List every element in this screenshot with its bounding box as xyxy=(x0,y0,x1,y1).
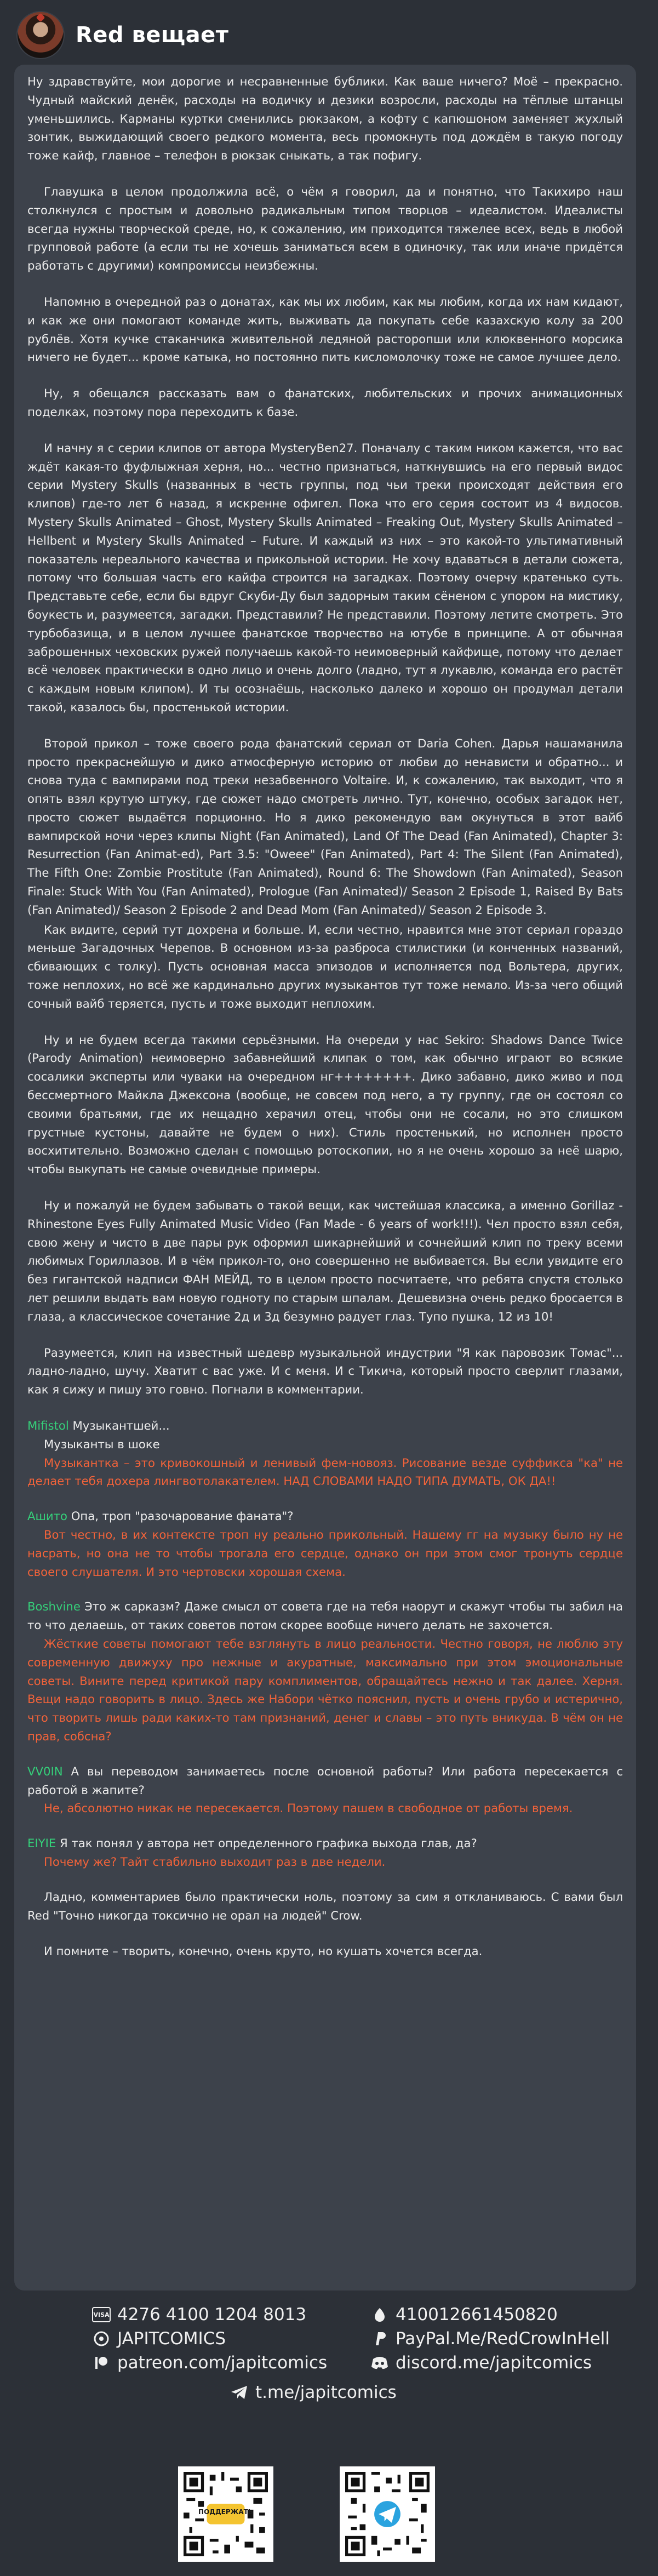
comment-author: VV0IN xyxy=(27,1764,63,1778)
paypal-row[interactable] xyxy=(370,2329,610,2349)
japit-label: JAPITCOMICS xyxy=(117,2329,226,2349)
comment-block xyxy=(27,1416,623,1490)
post-paragraph: И начну я с серии клипов от автора MysteryBen27. Поначалу с таким ником кажется, что вас ждёт какая-то фуфлыжная херня, но... честно признаться, наткнувшись на его первый видос серии Mystery Skulls (названных в честь группы, под чьи треки происходят действия его клипов) где-то лет 6 назад, я искренне офигел. Пока что его серия состоит из 4 видосов. Mystery Skulls Animated – Ghost, Mystery Skulls Animated – Freaking Out, Mystery Skulls Animated – Hellbent и Mystery Skulls Animated – Future. И каждый из них – это какой-то ультимативный показатель нереального качества и прикольной истории. Не хочу вдаваться в детали сюжета, потому что большая часть его кайфа строится на загадках. Поэтому очерчу кратенько суть. Представьте себе, если бы вдруг Скуби-Ду был задорным таким сёненом с упором на мистику, боукесть и, разумеется, загадки. Представили? Не представили. Поэтому летите смотреть. Это турбобазища, и в целом лучшее фанатское творчество на ютубе в принципе. А от обычная заброшенных чеховских ружей получаешь какой-то неимоверный кайфище, потому что делает всё человек практически в одно лицо и очень долго (ладно, тут я лукавлю, команда его растёт с каждым новым клипом). И ты осознаёшь, насколько далеко и хорошо он продумал детали такой, казалось бы, простенькой истории. xyxy=(27,441,623,714)
visa-icon: VISA xyxy=(92,2305,111,2324)
qiwi-row xyxy=(370,2305,558,2324)
comment-subtext: Музыканты в шоке xyxy=(44,1437,160,1451)
post-card xyxy=(14,65,636,2291)
comment-reply: Почему же? Тайт стабильно выходит раз в две недели. xyxy=(44,1854,386,1869)
comment-reply: Музыкантка – это кривокошный и ленивый фем-новояз. Рисование везде суффикса "ка" не делает тебя дохера лингвотолакателем. НАД СЛОВАМИ НАДО ТИПА ДУМАТЬ, ОК ДА!! xyxy=(27,1455,623,1488)
comment-block xyxy=(27,1834,623,1871)
channel-title: Red вещает xyxy=(76,22,229,48)
comment-block xyxy=(27,1597,623,1745)
post-paragraph: Ну и пожалуй не будем забывать о такой вещи, как чистейшая классика, а именно Gorillaz - Rhinestone Eyes Fully Animated Music Video (Fan Made - 6 years of work!!!). Чел просто взял себя, свою жену и чисто в две пары рук оформил шикарнейший и сочнейший клип по треку всеми любимых Гориллазов. И в чём прикол-то, оно совершенно не выбивается. Вы если увидите его без гигантской надписи ФАН МЕЙД, то в целом просто посчитаете, что ребята спустя столько лет решили выдать вам новую годноту по старым шпалам. Дешевизна очень редко бросается в глаза, а классическое сочетание 2д и 3д безумно радует глаз. Тупо пушка, 12 из 10! xyxy=(27,1198,623,1323)
outro-line: Ладно, комментариев было практически ноль, поэтому за сим я откланиваюсь. С вами был Red "Точно никогда токсично не орал на людей" Crow. xyxy=(27,1889,623,1922)
comment-text: Опа, троп "разочарование фаната"? xyxy=(71,1509,294,1523)
footer xyxy=(0,2301,658,2575)
card-number: 4276 4100 1204 8013 xyxy=(117,2305,307,2324)
telegram-row[interactable] xyxy=(230,2383,397,2402)
wallet-icon xyxy=(370,2305,389,2324)
comment-author: Mifistol xyxy=(27,1419,69,1432)
post-paragraph: Как видите, серий тут дохрена и больше. И, если честно, нравится мне этот сериал гораздо меньше Загадочных Черепов. В основном из-за разброса стилистики (и конченных названий, сбивающих с толку). Пусть основная масса эпизодов и исполняется под Вольтера, других, тоже неплохих, но всё же кардинально других музыкантов тут тоже немало. Из-за чего общий сочный вайб теряется, пусть и тоже выходит неплохим. xyxy=(27,922,623,1010)
paypal-link[interactable]: PayPal.Me/RedCrowInHell xyxy=(396,2329,610,2349)
donate-qr-code[interactable] xyxy=(178,2466,273,2562)
post-paragraph: Напомню в очередной раз о донатах, как мы их любим, как мы любим, когда их нам кидают, и как же они помогают команде жить, выживать да покупать себе казахскую колу за 200 рублёв. Хотя кучке стаканчика живительной ледяной расторопши или клюквенного морсика ничего не будет... кроме катыка, но постоянно пить кисломолочку тоже не самое лучшее дело. xyxy=(27,294,623,364)
post-paragraph: Ну и не будем всегда такими серьёзными. На очереди у нас Sekiro: Shadows Dance Twice (Parody Animation) неимоверно забавнейший клипак о том, как обычно играют во всякие сосалики эксперты или чуваки на очередном нг++++++++. Дико забавно, дико живо и под бессмертного Майкла Джексона (вообще, не совсем под него, а ту группу, где он состоял со своими братьями, где их нещадно херачил отец, чтобы они не сосали, но это слишком грустные кустоны, давайте не будем о них). Стиль простенький, но исполнен просто восхитительно. Возможно сделан с помощью ротоскопии, но я не очень хорошо за неё шарю, чтобы выкупать не самые очевидные примеры. xyxy=(27,1032,623,1176)
wallet-number: 410012661450820 xyxy=(396,2305,558,2324)
comment-reply: Не, абсолютно никак не пересекается. Поэтому пашем в свободное от работы время. xyxy=(44,1801,573,1815)
telegram-icon xyxy=(230,2383,249,2402)
discord-icon xyxy=(370,2354,389,2372)
comment-text: Это ж сарказм? Даже смысл от совета где на тебя наорут и скажут чтобы ты забил на то что делаешь, от таких советов потом скорее вообще ничего делать не захочется. xyxy=(27,1600,623,1632)
comment-block xyxy=(27,1507,623,1581)
comment-reply: Жёсткие советы помогают тебе взглянуть в лицо реальности. Честно говоря, не люблю эту современную движуху про нежные и акуратные, максимально при этом эмоциональные советы. Вините перед критикой пару комплиментов, обращайтесь нежно и так далее. Херня. Вещи надо говорить в лицо. Здесь же Набори чётко пояснил, пусть и очень грубо и истерично, что творить лишь ради каких-то там признаний, денег и славы – это путь вникуда. В чём он не прав, собсна? xyxy=(27,1636,623,1743)
paypal-icon xyxy=(370,2329,389,2348)
japit-icon xyxy=(92,2329,111,2348)
patreon-icon xyxy=(92,2354,111,2372)
comment-author: Boshvine xyxy=(27,1600,81,1614)
comment-author: Ашито xyxy=(27,1509,67,1523)
post-paragraph: Ну, я обещался рассказать вам о фанатских, любительских и прочих анимационных поделках, поэтому пора переходить к базе. xyxy=(27,386,623,419)
telegram-qr-code[interactable] xyxy=(340,2466,435,2562)
support-label: ПОДДЕРЖАТЬ xyxy=(198,2508,253,2516)
avatar xyxy=(16,11,65,59)
comment-reply: Вот честно, в их контексте троп ну реально прикольный. Нашему гг на музыку было ну не насрать, но она не то чтобы трогала его сердце, однако он при этом смог тронуть сердце своего слушателя. И это чертовски хорошая схема. xyxy=(27,1527,623,1579)
discord-row[interactable] xyxy=(370,2353,592,2373)
telegram-link[interactable]: t.me/japitcomics xyxy=(255,2383,397,2402)
qr-pattern-icon xyxy=(345,2472,430,2556)
japit-row xyxy=(92,2329,226,2349)
comment-text: Музыкантшей... xyxy=(72,1419,170,1432)
comment-text: Я так понял у автора нет определенного графика выхода глав, да? xyxy=(59,1836,477,1850)
card-number-row xyxy=(92,2305,306,2324)
comment-block xyxy=(27,1762,623,1818)
comment-text: А вы переводом занимаетесь после основной работы? Или работа пересекается с работой в жапите? xyxy=(27,1764,623,1797)
comment-author: EIYIE xyxy=(27,1836,56,1850)
header xyxy=(16,10,228,60)
patreon-row[interactable] xyxy=(92,2353,327,2373)
post-paragraph: Разумеется, клип на известный шедевр музыкальной индустрии "Я как паровозик Томас"... ладно-ладно, шучу. Хватит с вас уже. И с меня. И с Тикича, который просто сверлит глазами, как я сижу и пишу это говно. Погнали в комментарии. xyxy=(27,1345,623,1397)
post-paragraph: Главушка в целом продолжила всё, о чём я говорил, да и понятно, что Такихиро наш столкнулся с простым и довольно радикальным типом творцов – идеалистом. Идеалисты всегда нужны творческой среде, но, к сожалению, им приходится тяжелее всех, ведь в любой групповой работе (а если ты не хочешь заниматься всем в одиночку, так или иначе придётся работать с другими) компромиссы неизбежны. xyxy=(27,184,623,273)
post-paragraph: Ну здравствуйте, мои дорогие и несравненные бублики. Как ваше ничего? Моё – прекрасно. Чудный майский денёк, расходы на водичку и дезики возросли, расходы на тёплые штанцы уменьшились. Карманы куртки сменились рюкзаком, а кофту с капюшоном заменяет жухлый зонтик, выжидающий своего редкого момента, весь промокнуть под дождём в такую погоду тоже кайф, главное – телефон в рюкзак сныкать, а так пофигу. xyxy=(27,75,623,163)
discord-link[interactable]: discord.me/japitcomics xyxy=(396,2353,592,2373)
patreon-link[interactable]: patreon.com/japitcomics xyxy=(117,2353,328,2373)
outro-line: И помните – творить, конечно, очень круто, но кушать хочется всегда. xyxy=(44,1944,483,1958)
post-paragraph: Второй прикол – тоже своего рода фанатский сериал от Daria Cohen. Дарья нашаманила просто прекраснейшую и дико атмосферную историю от любви до ненависти и обратно... и снова туда с вампирами под треки незабвенного Voltaire. И, к сожалению, так выходит, что я опять взял крутую штуку, где сюжет надо смотреть лично. Тут, конечно, особых загадок нет, просто сюжет выдаётся порционно. Но я дико рекомендую вам окунуться в этот вайб вампирской ночи через клипы Night (Fan Animated), Land Of The Dead (Fan Animated), Chapter 3: Resurrection (Fan Animat-ed), Part 3.5: "Oweee" (Fan Animated), Part 4: The Silent (Fan Animated), The Fifth One: Zombie Prostitute (Fan Animated), Round 6: The Showdown (Fan Animated), Season Finale: Stuck With You (Fan Animated), Prologue (Fan Animated)/ Season 2 Episode 1, Raised By Bats (Fan Animated)/ Season 2 Episode 2 and Dead Mom (Fan Animated)/ Season 2 Episode 3. xyxy=(27,736,623,917)
